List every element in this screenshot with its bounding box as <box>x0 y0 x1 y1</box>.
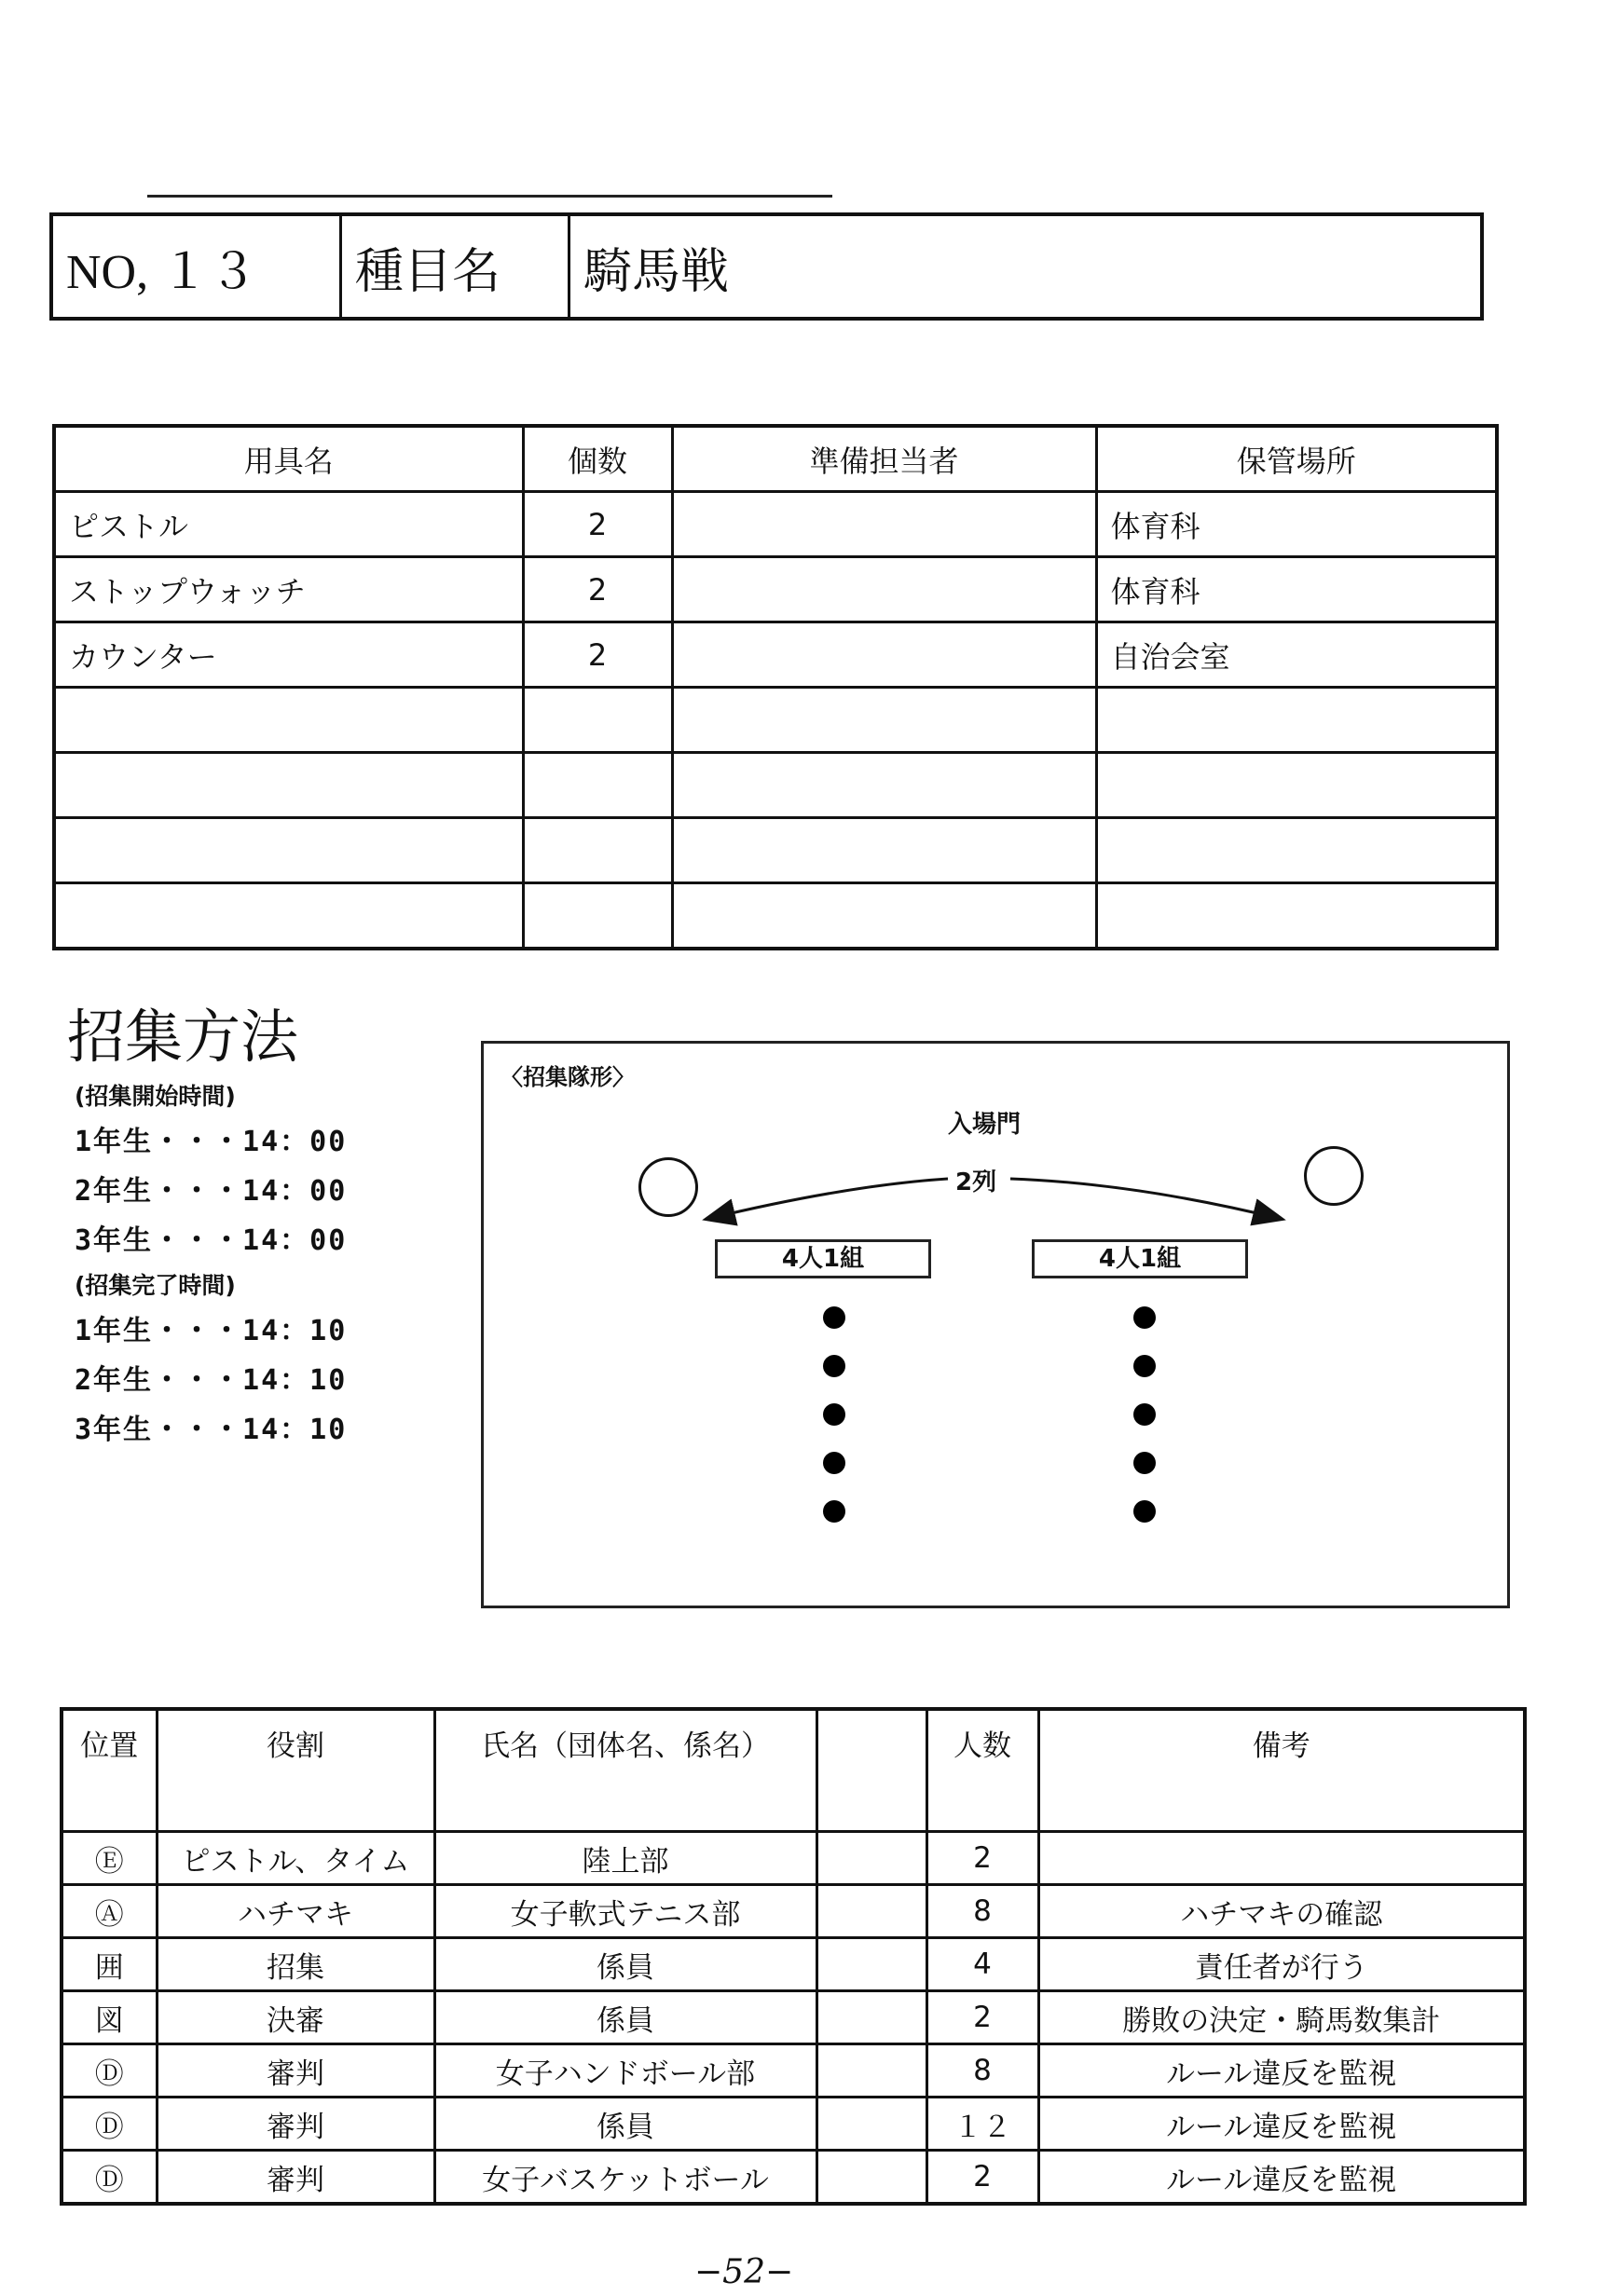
event-name: 騎馬戦 <box>583 243 730 300</box>
rider-dot <box>823 1403 845 1426</box>
cell: 係員 <box>434 2098 816 2151</box>
event-label: 種目名 <box>342 216 570 317</box>
top-rule <box>147 195 832 198</box>
rider-dot <box>823 1500 845 1523</box>
cell: ハチマキの確認 <box>1038 1885 1525 1938</box>
cell: 2 <box>926 2151 1038 2205</box>
cell: 2 <box>926 1832 1038 1885</box>
cell <box>816 2098 926 2151</box>
cell: 8 <box>926 1885 1038 1938</box>
col-header: 準備担当者 <box>672 426 1096 492</box>
cell <box>54 818 523 883</box>
cell <box>1096 688 1497 753</box>
cell <box>1038 1832 1525 1885</box>
cell <box>523 883 672 950</box>
cell: カウンター <box>54 622 523 688</box>
cell <box>816 1991 926 2044</box>
cell <box>672 883 1096 950</box>
cell <box>523 753 672 818</box>
cell <box>1096 753 1497 818</box>
cell: Ⓓ <box>62 2098 157 2151</box>
cell: １２ <box>926 2098 1038 2151</box>
end-time-item: 1年生・・・14：10 <box>75 1315 348 1347</box>
cell <box>1096 818 1497 883</box>
col-header: 人数 <box>926 1709 1038 1832</box>
right-arrow <box>1010 1179 1281 1219</box>
cell: 2 <box>523 622 672 688</box>
cell: 2 <box>523 557 672 622</box>
cell: 2 <box>523 492 672 557</box>
cell: 招集 <box>157 1938 434 1991</box>
cell: 女子バスケットボール <box>434 2151 816 2205</box>
cell: ピストル、タイム <box>157 1832 434 1885</box>
table-row <box>54 557 1497 622</box>
rider-dot <box>1133 1403 1156 1426</box>
start-time-item: 2年生・・・14：00 <box>75 1175 348 1208</box>
cell <box>523 818 672 883</box>
cell: 決審 <box>157 1991 434 2044</box>
cell: 審判 <box>157 2044 434 2098</box>
cell <box>672 688 1096 753</box>
end-time-item: 2年生・・・14：10 <box>75 1364 348 1397</box>
col-header: 保管場所 <box>1096 426 1497 492</box>
col-header: 位置 <box>62 1709 157 1832</box>
recruit-schedule <box>75 1076 347 1455</box>
equipment-header-row <box>54 426 1497 492</box>
page-number: −52− <box>694 2253 794 2291</box>
cell <box>672 557 1096 622</box>
table-row <box>62 1885 1525 1938</box>
cell: 勝敗の決定・騎馬数集計 <box>1038 1991 1525 2044</box>
cell: 係員 <box>434 1938 816 1991</box>
cell <box>672 818 1096 883</box>
col-header: 個数 <box>523 426 672 492</box>
event-header <box>49 212 1484 321</box>
table-row <box>62 1832 1525 1885</box>
cell <box>816 1885 926 1938</box>
cell <box>672 492 1096 557</box>
cell <box>523 688 672 753</box>
entrance-gate-label: 入場門 <box>948 1111 1022 1139</box>
cell: 陸上部 <box>434 1832 816 1885</box>
cell <box>816 1938 926 1991</box>
rider-dot <box>823 1306 845 1329</box>
equipment-table <box>52 424 1499 950</box>
cell: 8 <box>926 2044 1038 2098</box>
rider-dot <box>1133 1355 1156 1377</box>
roles-table <box>60 1707 1527 2206</box>
cell: Ⓐ <box>62 1885 157 1938</box>
cell: 女子軟式テニス部 <box>434 1885 816 1938</box>
cell: 4 <box>926 1938 1038 1991</box>
cell: 審判 <box>157 2098 434 2151</box>
cell: 2 <box>926 1991 1038 2044</box>
table-row <box>54 622 1497 688</box>
col-header: 備考 <box>1038 1709 1525 1832</box>
col-header: 氏名（団体名、係名） <box>434 1709 816 1832</box>
cell: 図 <box>62 1991 157 2044</box>
col-header: 用具名 <box>54 426 523 492</box>
cell: ハチマキ <box>157 1885 434 1938</box>
cell <box>54 883 523 950</box>
col-header: 役割 <box>157 1709 434 1832</box>
cell: 係員 <box>434 1991 816 2044</box>
rows-arrow <box>484 1044 1507 1606</box>
table-row <box>62 1991 1525 2044</box>
cell <box>54 688 523 753</box>
cell <box>816 2044 926 2098</box>
cell: 自治会室 <box>1096 622 1497 688</box>
rider-dot <box>1133 1306 1156 1329</box>
start-time-item: 3年生・・・14：00 <box>75 1224 348 1257</box>
cell: ストップウォッチ <box>54 557 523 622</box>
cell: 責任者が行う <box>1038 1938 1525 1991</box>
cell <box>672 622 1096 688</box>
roles-header-row <box>62 1709 1525 1832</box>
cell: ルール違反を監視 <box>1038 2044 1525 2098</box>
table-row <box>62 2044 1525 2098</box>
cell <box>672 753 1096 818</box>
table-row <box>62 2151 1525 2205</box>
cell: Ⓓ <box>62 2044 157 2098</box>
end-time-item: 3年生・・・14：10 <box>75 1414 348 1446</box>
cell: ピストル <box>54 492 523 557</box>
cell: Ⓔ <box>62 1832 157 1885</box>
rider-dot <box>823 1355 845 1377</box>
left-arrow <box>707 1179 948 1219</box>
group-box-right: 4人1組 <box>1032 1239 1248 1278</box>
formation-label: 〈招集隊形〉 <box>501 1064 635 1090</box>
table-row <box>54 883 1497 950</box>
start-time-item: 1年生・・・14：00 <box>75 1126 348 1158</box>
recruit-title: 招集方法 <box>67 1003 299 1071</box>
cell: 女子ハンドボール部 <box>434 2044 816 2098</box>
table-row <box>54 492 1497 557</box>
rider-dot <box>823 1452 845 1474</box>
group-box-left: 4人1組 <box>715 1239 931 1278</box>
rider-dot <box>1133 1452 1156 1474</box>
cell <box>54 753 523 818</box>
rider-dot <box>1133 1500 1156 1523</box>
cell <box>1096 883 1497 950</box>
table-row <box>54 818 1497 883</box>
table-row <box>62 2098 1525 2151</box>
cell: 体育科 <box>1096 492 1497 557</box>
formation-diagram <box>481 1041 1510 1608</box>
cell: ルール違反を監視 <box>1038 2098 1525 2151</box>
start-time-label: (招集開始時間) <box>75 1083 236 1110</box>
table-row <box>54 753 1497 818</box>
cell: Ⓓ <box>62 2151 157 2205</box>
event-number: NO, １３ <box>53 216 342 317</box>
rows-label: 2列 <box>955 1168 997 1196</box>
table-row <box>62 1938 1525 1991</box>
col-header <box>816 1709 926 1832</box>
cell: 体育科 <box>1096 557 1497 622</box>
cell <box>816 1832 926 1885</box>
table-row <box>54 688 1497 753</box>
end-time-label: (招集完了時間) <box>75 1272 236 1299</box>
cell: ルール違反を監視 <box>1038 2151 1525 2205</box>
cell: 囲 <box>62 1938 157 1991</box>
cell <box>816 2151 926 2205</box>
cell: 審判 <box>157 2151 434 2205</box>
